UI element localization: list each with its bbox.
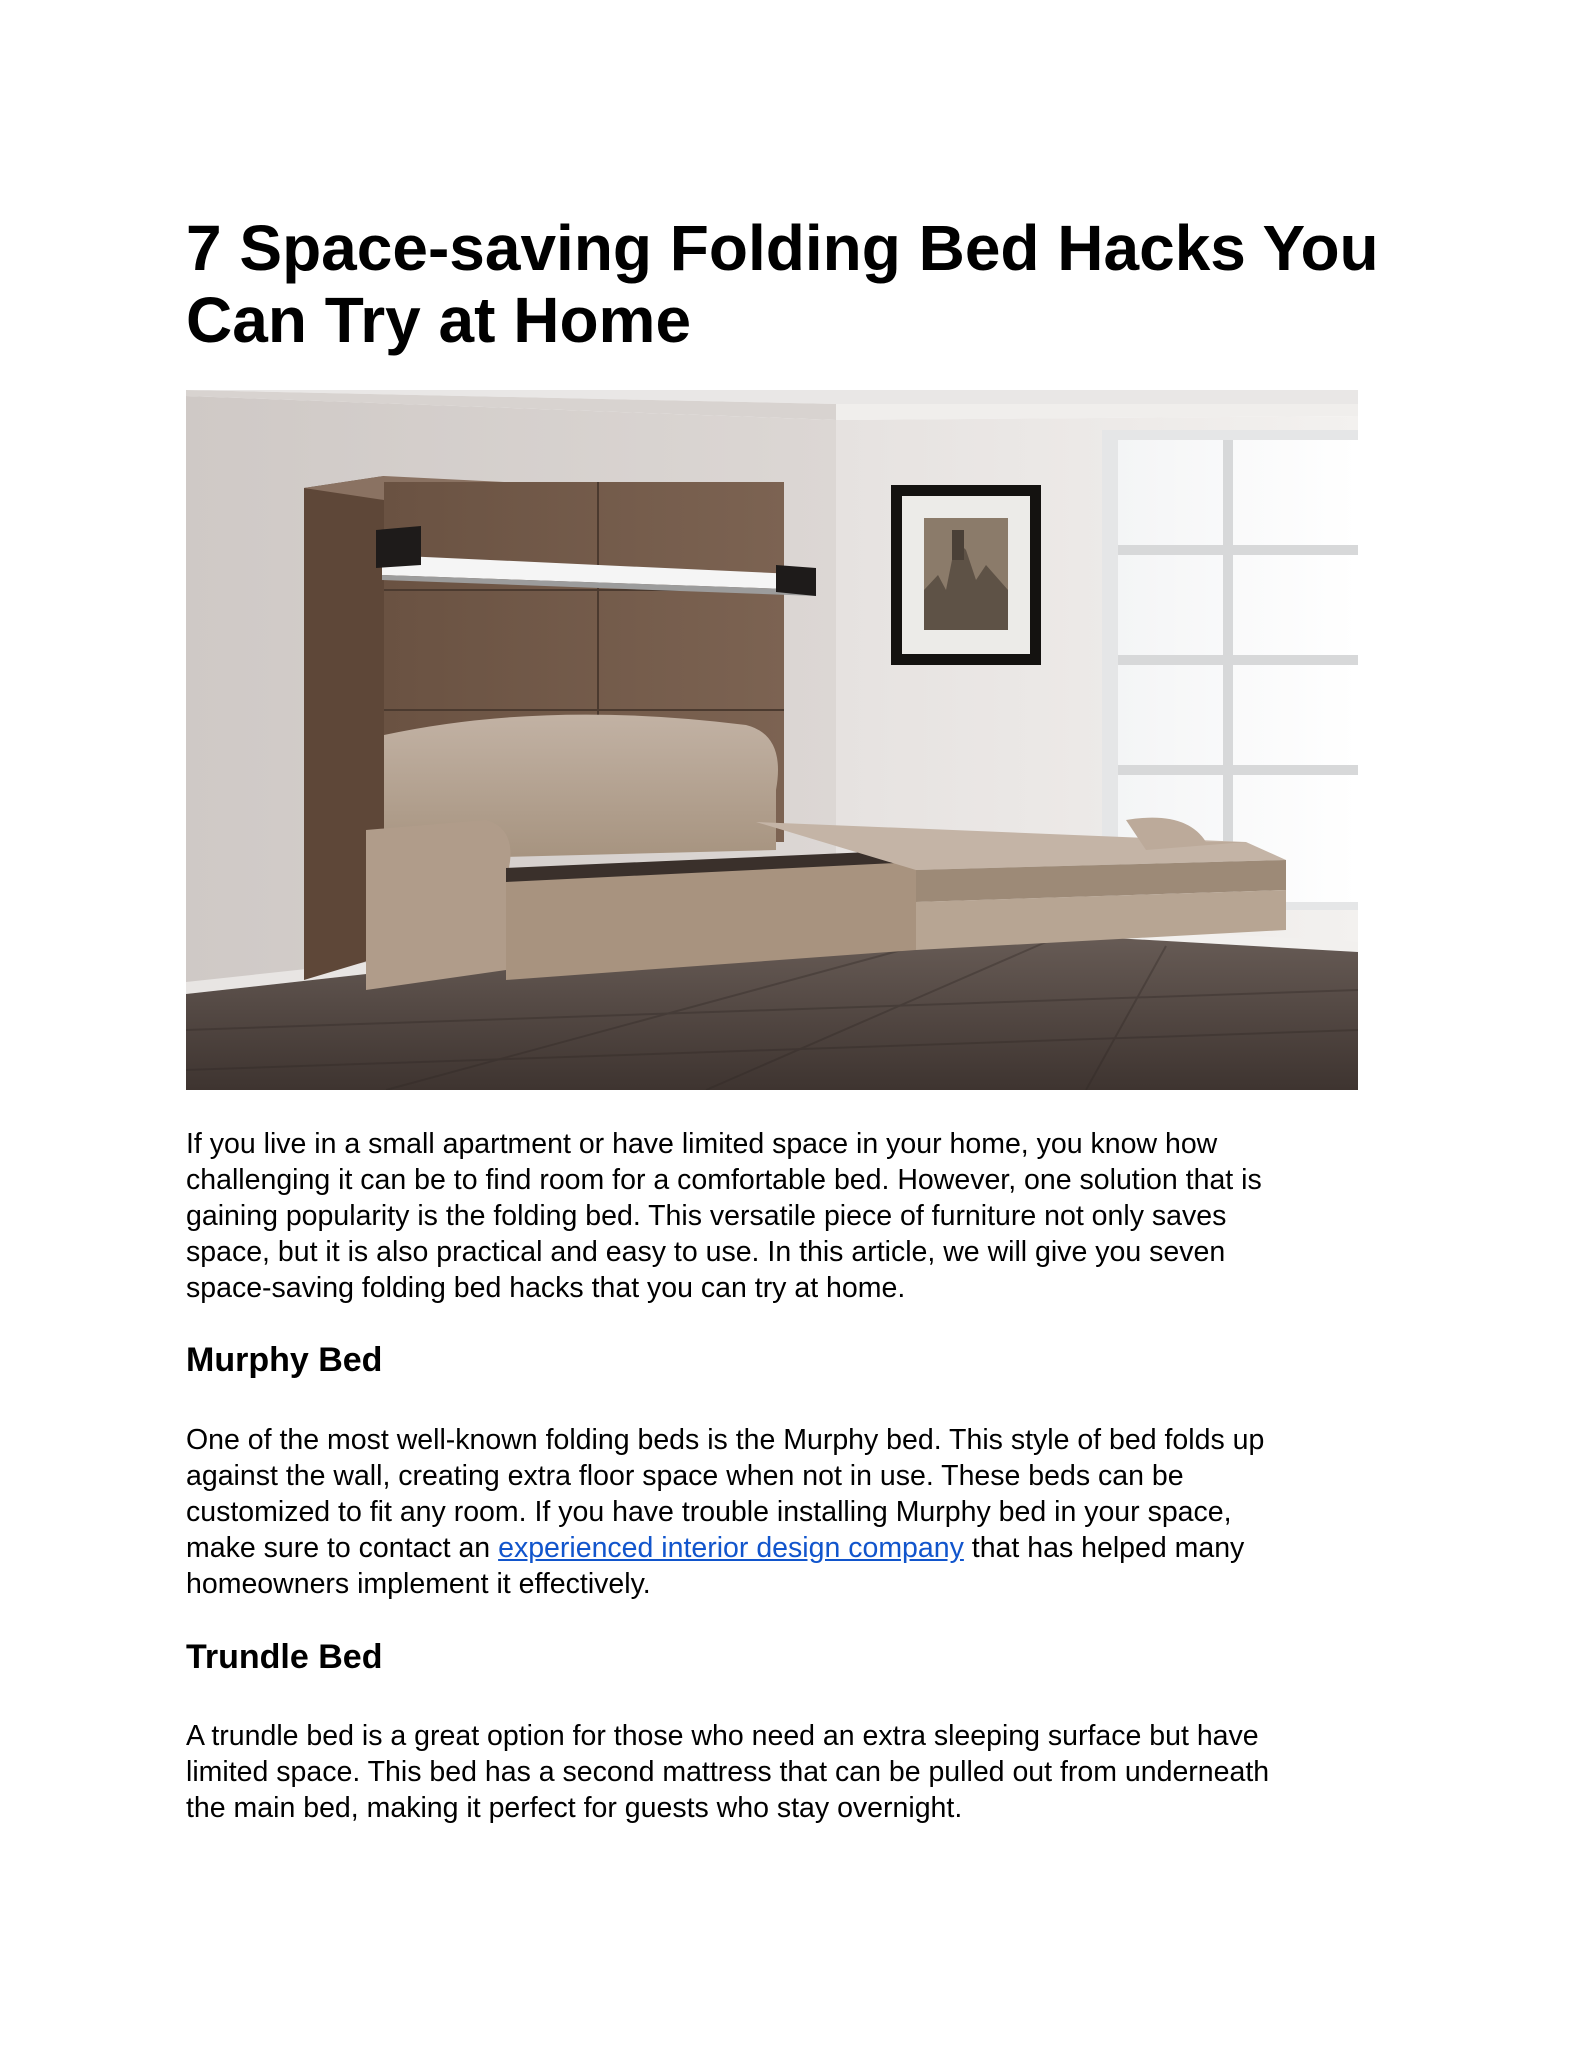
hero-image-folding-bed <box>186 390 1358 1090</box>
intro-line: space, but it is also practical and easy to use. In this article, we will give you seven <box>186 1236 1226 1268</box>
intro-line: gaining popularity is the folding bed. This versatile piece of furniture not only saves <box>186 1200 1227 1232</box>
paragraph-line: A trundle bed is a great option for those who need an extra sleeping surface but have <box>186 1720 1259 1752</box>
paragraph-line: against the wall, creating extra floor space when not in use. These beds can be <box>186 1460 1184 1492</box>
paragraph-line: that has helped many <box>963 1532 1245 1564</box>
article-title-line-1: 7 Space-saving Folding Bed Hacks You <box>186 212 1379 284</box>
intro-line: challenging it can be to find room for a comfortable bed. However, one solution that is <box>186 1164 1262 1196</box>
intro-line: space-saving folding bed hacks that you can try at home. <box>186 1272 906 1304</box>
intro-paragraph <box>186 1126 1386 1306</box>
section-heading-murphy-bed: Murphy Bed <box>186 1341 383 1379</box>
paragraph-line: One of the most well-known folding beds is the Murphy bed. This style of bed folds up <box>186 1424 1265 1456</box>
paragraph-line: limited space. This bed has a second mattress that can be pulled out from underneath <box>186 1756 1270 1788</box>
interior-design-company-link[interactable]: experienced interior design company <box>498 1532 964 1564</box>
paragraph-line: customized to fit any room. If you have trouble installing Murphy bed in your space, <box>186 1496 1232 1528</box>
paragraph-line: make sure to contact an <box>186 1532 499 1564</box>
paragraph-line: homeowners implement it effectively. <box>186 1568 651 1600</box>
murphy-bed-paragraph <box>186 1422 1386 1602</box>
article-title-line-2: Can Try at Home <box>186 284 692 356</box>
section-heading-trundle-bed: Trundle Bed <box>186 1638 383 1676</box>
paragraph-line: the main bed, making it perfect for guests who stay overnight. <box>186 1792 963 1824</box>
article-title <box>186 212 1386 356</box>
intro-line: If you live in a small apartment or have limited space in your home, you know how <box>186 1128 1218 1160</box>
trundle-bed-paragraph <box>186 1718 1386 1826</box>
